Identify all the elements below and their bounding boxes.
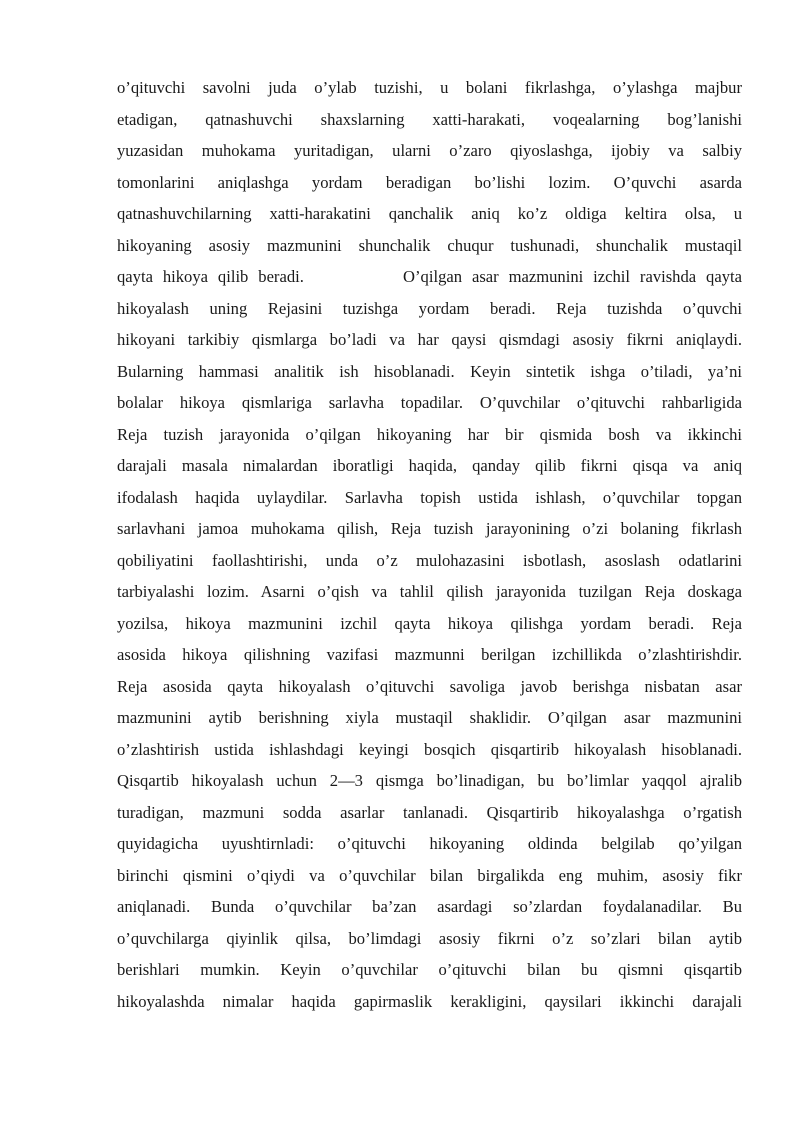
text-line: yuzasidan muhokama yuritadigan, ularni o’zaro qiyoslashga, ijobiy va salbiy [117,141,742,160]
text-line: qayta hikoya qilib beradi. O’qilgan asar mazmunini izchil ravishda qayta [117,267,742,286]
text-line: turadigan, mazmuni sodda asarlar tanlanadi. Qisqartirib hikoyalashga o’rgatish [117,802,742,822]
text-line: tarbiyalashi lozim. Asarni o’qish va tahlil qilish jarayonida tuzilgan Reja doskaga [117,582,742,601]
text-line: aniqlanadi. Bunda o’quvchilar ba’zan asardagi so’zlardan foydalanadilar. Bu [117,897,742,916]
text-line: quyidagicha uyushtirnladi: o’qituvchi hikoyaning oldinda belgilab qo’yilgan [117,834,742,853]
text-line: hikoyaning asosiy mazmunini shunchalik chuqur tushunadi, shunchalik mustaqil [117,235,742,255]
text-line: Bularning hammasi analitik ish hisoblanadi. Keyin sintetik ishga o’tiladi, ya’ni [117,361,742,381]
text-line: bolalar hikoya qismlariga sarlavha topadilar. O’quvchilar o’qituvchi rahbarligida [117,393,742,412]
text-line: Reja tuzish jarayonida o’qilgan hikoyaning har bir qismida bosh va ikkinchi [117,424,742,444]
text-line: hikoyani tarkibiy qismlarga bo’ladi va har qaysi qismdagi asosiy fikrni aniqlaydi. [117,330,742,349]
text-line: birinchi qismini o’qiydi va o’quvchilar bilan birgalikda eng muhim, asosiy fikr [117,865,742,885]
text-line: etadigan, qatnashuvchi shaxslarning xatti-harakati, voqealarning bog’lanishi [117,109,742,129]
text-line: qobiliyatini faollashtirishi, unda o’z mulohazasini isbotlash, asoslash odatlarini [117,550,742,570]
text-line: sarlavhani jamoa muhokama qilish, Reja tuzish jarayonining o’zi bolaning fikrlash [117,519,742,538]
text-line: yozilsa, hikoya mazmunini izchil qayta hikoya qilishga yordam beradi. Reja [117,613,742,633]
text-line: asosida hikoya qilishning vazifasi mazmunni berilgan izchillikda o’zlashtirishdir. [117,645,742,664]
text-line: hikoyalash uning Rejasini tuzishga yordam beradi. Reja tuzishda o’quvchi [117,298,742,318]
text-line: Reja asosida qayta hikoyalash o’qituvchi savoliga javob berishga nisbatan asar [117,676,742,696]
text-line: o’quvchilarga qiyinlik qilsa, bo’limdagi asosiy fikrni o’z so’zlari bilan aytib [117,928,742,948]
text-line: tomonlarini aniqlashga yordam beradigan bo’lishi lozim. O’quvchi asarda [117,172,742,192]
text-line: darajali masala nimalardan iboratligi haqida, qanday qilib fikrni qisqa va aniq [117,456,742,475]
text-line: Qisqartib hikoyalash uchun 2—3 qismga bo’linadigan, bu bo’limlar yaqqol ajralib [117,771,742,790]
text-line: o’zlashtirish ustida ishlashdagi keyingi bosqich qisqartirib hikoyalash hisoblanadi. [117,739,742,759]
text-line: mazmunini aytib berishning xiyla mustaqil shaklidir. O’qilgan asar mazmunini [117,708,742,727]
text-line: hikoyalashda nimalar haqida gapirmaslik kerakligini, qaysilari ikkinchi darajali [117,991,742,1011]
text-line: qatnashuvchilarning xatti-harakatini qanchalik aniq ko’z oldiga keltira olsa, u [117,204,742,223]
text-line: berishlari mumkin. Keyin o’quvchilar o’qituvchi bilan bu qismni qisqartib [117,960,742,979]
document-body [117,72,742,1017]
text-line: o’qituvchi savolni juda o’ylab tuzishi, u bolani fikrlashga, o’ylashga majbur [117,78,742,97]
text-line: ifodalash haqida uylaydilar. Sarlavha topish ustida ishlash, o’quvchilar topgan [117,487,742,507]
